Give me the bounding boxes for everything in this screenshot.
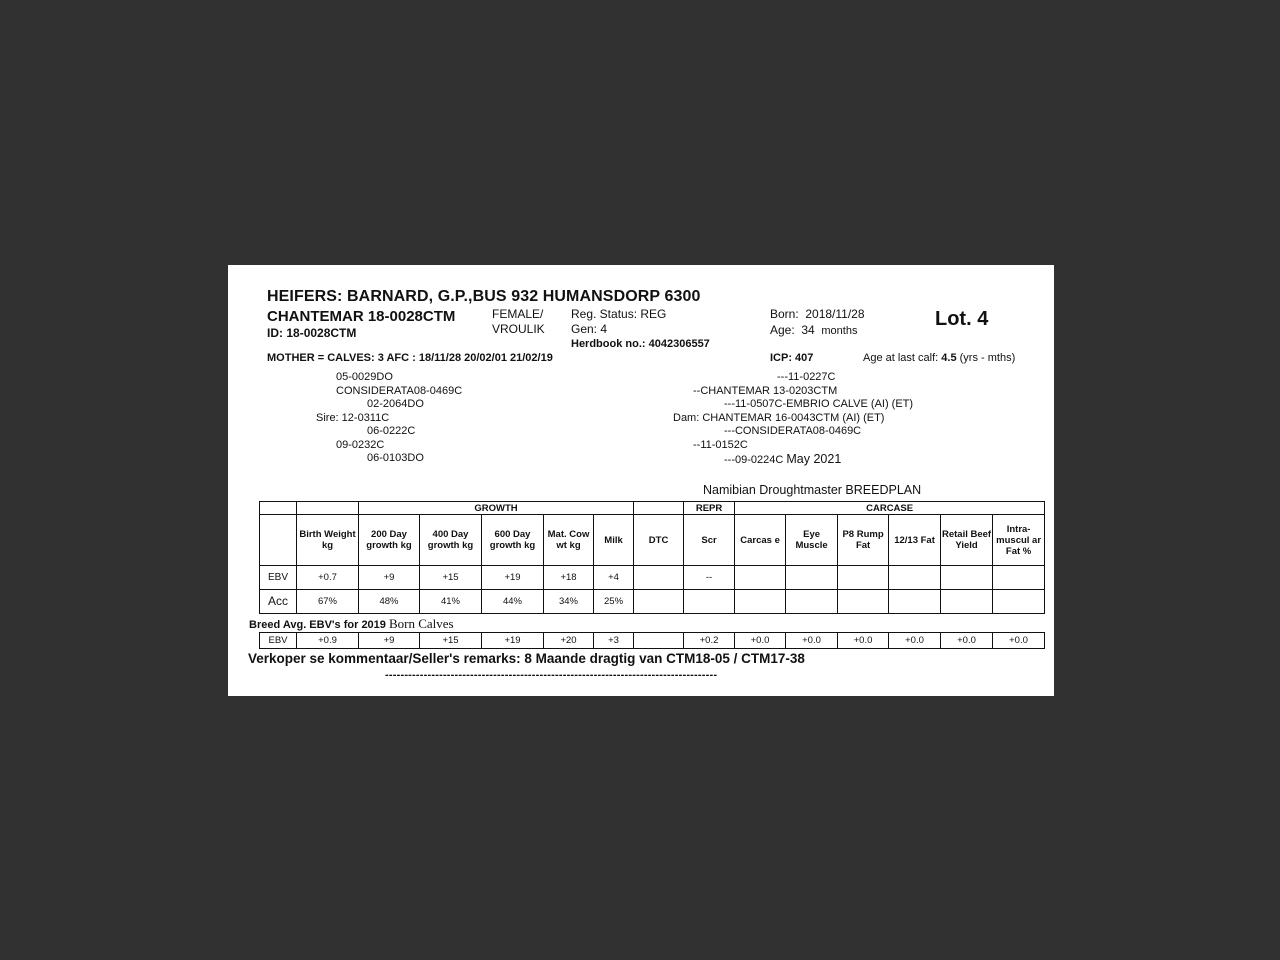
col-200-day: 200 Day growth kg: [359, 515, 420, 566]
pedigree-sire-gg: 05-0029DO: [336, 371, 393, 383]
acc-row: [260, 590, 1045, 614]
pedigree-sire-g2: 06-0222C: [367, 425, 416, 437]
group-growth: GROWTH: [359, 502, 634, 515]
seller-remarks: Verkoper se kommentaar/Seller's remarks: 8 Maande dragtig van CTM18-05 / CTM17-38: [248, 651, 805, 666]
breedplan-title: Namibian Droughtmaster BREEDPLAN: [703, 483, 922, 497]
pedigree-dam-dd-value: ---09-0224C: [724, 454, 784, 466]
ebv-carcase: [735, 566, 786, 590]
pedigree-dam-ds: ---CONSIDERATA08-0469C: [724, 425, 862, 437]
owner-line: HEIFERS: BARNARD, G.P.,BUS 932 HUMANSDORP 6300: [267, 288, 701, 305]
ebv-scr: --: [684, 566, 735, 590]
col-milk: Milk: [594, 515, 634, 566]
age-label: Age:: [770, 323, 795, 337]
generation: Gen: 4: [571, 322, 608, 336]
age-value: 34: [801, 323, 815, 337]
breed-avg-birth-weight: +0.9: [297, 633, 359, 649]
ebv-200-day: +9: [359, 566, 420, 590]
breed-avg-600-day: +19: [482, 633, 544, 649]
ebv-milk: +4: [594, 566, 634, 590]
ebv-eye-muscle: [786, 566, 838, 590]
col-scr: Scr: [684, 515, 735, 566]
breed-avg-table: [259, 632, 1045, 649]
col-imf: Intra- muscul ar Fat %: [993, 515, 1045, 566]
col-400-day: 400 Day growth kg: [420, 515, 482, 566]
col-retail-beef-yield: Retail Beef Yield: [941, 515, 993, 566]
col-dtc: DTC: [634, 515, 684, 566]
acc-scr: [684, 590, 735, 614]
age-unit: months: [821, 325, 858, 337]
acc-12-13-fat: [889, 590, 941, 614]
ebv-p8-rump-fat: [838, 566, 889, 590]
group-header-row: [260, 502, 1045, 515]
ebv-12-13-fat: [889, 566, 941, 590]
breed-avg-scr: +0.2: [684, 633, 735, 649]
breed-avg-row: [260, 633, 1045, 649]
born-value: 2018/11/28: [805, 307, 865, 321]
breed-avg-row-label: EBV: [260, 633, 297, 649]
ebv-imf: [993, 566, 1045, 590]
breed-avg-milk: +3: [594, 633, 634, 649]
acc-dtc: [634, 590, 684, 614]
col-12-13-fat: 12/13 Fat: [889, 515, 941, 566]
mother-calves-line: MOTHER = CALVES: 3 AFC : 18/11/28 20/02/01 21/02/19: [267, 352, 553, 364]
ebv-table: [259, 501, 1045, 614]
acc-mat-cow-wt: 34%: [544, 590, 594, 614]
breed-avg-label-serif: Born Calves: [388, 616, 454, 631]
breed-avg-p8-rump-fat: +0.0: [838, 633, 889, 649]
col-mat-cow-wt: Mat. Cow wt kg: [544, 515, 594, 566]
ebv-row: [260, 566, 1045, 590]
pedigree-sire-dd: 06-0103DO: [367, 452, 424, 464]
col-eye-muscle: Eye Muscle: [786, 515, 838, 566]
group-repr: REPR: [684, 502, 735, 515]
id-value: 18-0028CTM: [286, 326, 357, 340]
acc-birth-weight: 67%: [297, 590, 359, 614]
acc-carcase: [735, 590, 786, 614]
ebv-mat-cow-wt: +18: [544, 566, 594, 590]
sex-line-2: VROULIK: [492, 322, 545, 336]
breed-avg-carcase: +0.0: [735, 633, 786, 649]
pedigree-dam: Dam: CHANTEMAR 16-0043CTM (AI) (ET): [673, 412, 885, 424]
born-label: Born:: [770, 307, 799, 321]
age: [770, 323, 857, 337]
row-label-header: [260, 515, 297, 566]
age-last-calf-label: Age at last calf:: [863, 352, 939, 364]
id-label: ID:: [267, 326, 283, 340]
lot-card: [228, 265, 1054, 696]
pedigree-dam-s: --CHANTEMAR 13-0203CTM: [693, 385, 838, 397]
pedigree-sire: Sire: 12-0311C: [316, 412, 390, 424]
ebv-retail-beef-yield: [941, 566, 993, 590]
pedigree-dam-ss: ---11-0227C: [777, 371, 836, 383]
herdbook: [571, 338, 710, 350]
reg-status: Reg. Status: REG: [571, 307, 667, 321]
herdbook-label: Herdbook no.:: [571, 338, 646, 350]
ebv-row-label: EBV: [260, 566, 297, 590]
breed-avg-label-bold: Breed Avg. EBV's for 2019: [249, 619, 386, 631]
acc-p8-rump-fat: [838, 590, 889, 614]
acc-eye-muscle: [786, 590, 838, 614]
acc-imf: [993, 590, 1045, 614]
pedigree-sire-g1: CONSIDERATA08-0469C: [336, 385, 463, 397]
age-last-calf: [863, 352, 1015, 364]
age-last-calf-value: 4.5: [941, 352, 957, 364]
acc-600-day: 44%: [482, 590, 544, 614]
breed-avg-retail-beef-yield: +0.0: [941, 633, 993, 649]
breed-avg-400-day: +15: [420, 633, 482, 649]
born: [770, 307, 865, 321]
pedigree-dam-dd: [724, 452, 841, 466]
sex-line-1: FEMALE/: [492, 307, 544, 321]
animal-name: CHANTEMAR 18-0028CTM: [267, 308, 456, 325]
herdbook-value: 4042306557: [648, 338, 710, 350]
acc-milk: 25%: [594, 590, 634, 614]
pedigree-sire-d: 09-0232C: [336, 439, 385, 451]
pedigree-dam-sd: ---11-0507C-EMBRIO CALVE (AI) (ET): [724, 398, 914, 410]
acc-row-label: Acc: [260, 590, 297, 614]
corner-cell: [260, 502, 297, 515]
col-p8-rump-fat: P8 Rump Fat: [838, 515, 889, 566]
ebv-600-day: +19: [482, 566, 544, 590]
pedigree-dam-d: --11-0152C: [693, 439, 748, 451]
pedigree-sire-gd: 02-2064DO: [367, 398, 424, 410]
breed-avg-label: [249, 616, 454, 632]
col-carcase: Carcas e: [735, 515, 786, 566]
acc-400-day: 41%: [420, 590, 482, 614]
ebv-birth-weight: +0.7: [297, 566, 359, 590]
breed-avg-eye-muscle: +0.0: [786, 633, 838, 649]
icp: ICP: 407: [770, 352, 814, 364]
ebv-dtc: [634, 566, 684, 590]
animal-id: [267, 326, 356, 340]
breed-avg-imf: +0.0: [993, 633, 1045, 649]
column-header-row: [260, 515, 1045, 566]
breed-avg-200-day: +9: [359, 633, 420, 649]
birth-weight-group-cell: [297, 502, 359, 515]
col-birth-weight: Birth Weight kg: [297, 515, 359, 566]
ebv-400-day: +15: [420, 566, 482, 590]
breed-avg-dtc: [634, 633, 684, 649]
acc-retail-beef-yield: [941, 590, 993, 614]
remarks-dashes: --------------------------------------------------------------------------------------: [385, 669, 718, 681]
col-600-day: 600 Day growth kg: [482, 515, 544, 566]
age-last-calf-unit: (yrs - mths): [959, 352, 1016, 364]
group-carcase: CARCASE: [735, 502, 1045, 515]
acc-200-day: 48%: [359, 590, 420, 614]
lot-number: Lot. 4: [935, 308, 989, 330]
report-date: May 2021: [786, 452, 842, 466]
dtc-group-cell: [634, 502, 684, 515]
breed-avg-12-13-fat: +0.0: [889, 633, 941, 649]
breed-avg-mat-cow-wt: +20: [544, 633, 594, 649]
